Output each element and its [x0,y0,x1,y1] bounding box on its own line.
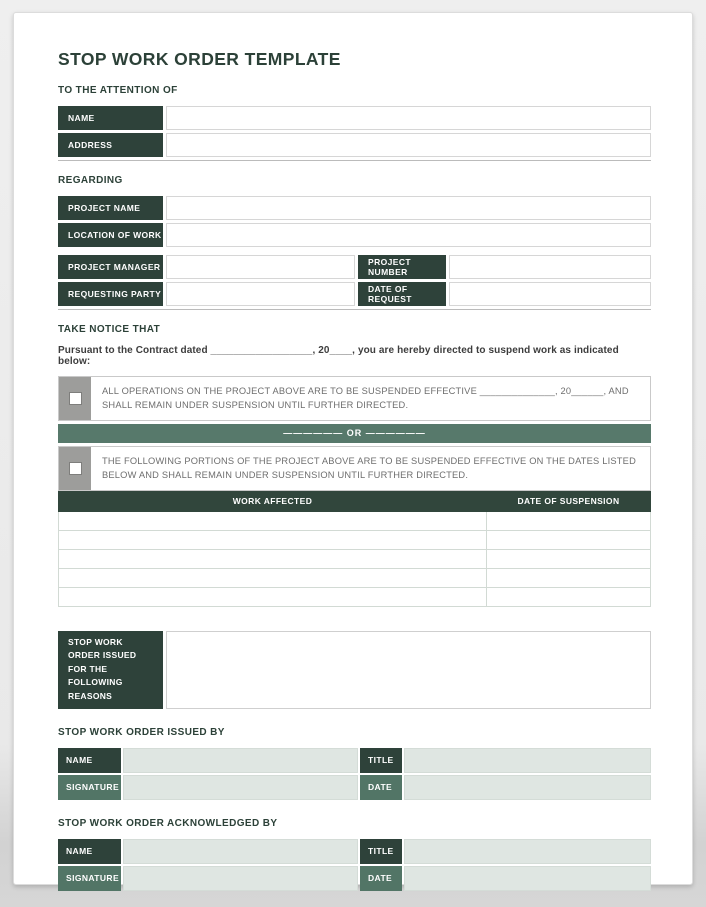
table-row [58,839,651,864]
acknowledged-by-heading: STOP WORK ORDER ACKNOWLEDGED BY [58,817,278,829]
section-divider [58,160,651,161]
regarding-table [58,196,651,306]
ack-date-label: DATE [360,866,402,891]
issued-date-field[interactable] [404,775,651,800]
issued-by-heading: STOP WORK ORDER ISSUED BY [58,726,225,738]
work-affected-header: WORK AFFECTED [59,491,487,511]
table-row [58,866,651,891]
date-of-request-field[interactable] [449,282,651,306]
requesting-party-field[interactable] [166,282,355,306]
table-row [59,530,651,549]
reasons-block [58,631,651,709]
table-row [58,133,651,157]
table-row [59,568,651,587]
date-of-request-label: DATE OF REQUEST [358,282,446,306]
page-title: STOP WORK ORDER TEMPLATE [58,49,341,69]
work-affected-cell[interactable] [59,530,487,549]
table-row [58,223,651,247]
location-of-work-label: LOCATION OF WORK [58,223,163,247]
project-number-label: PROJECT NUMBER [358,255,446,279]
table-row [58,282,651,306]
project-name-field[interactable] [166,196,651,220]
section-divider [58,309,651,310]
issued-name-field[interactable] [123,748,358,773]
date-of-suspension-cell[interactable] [487,587,651,606]
date-of-suspension-cell[interactable] [487,511,651,530]
suspend-portions-option [58,446,651,491]
table-row [59,549,651,568]
checkbox-cell [59,447,91,490]
table-header-row [59,491,651,511]
date-of-suspension-cell[interactable] [487,549,651,568]
ack-name-label: NAME [58,839,121,864]
suspension-table [58,491,651,607]
checkbox-cell [59,377,91,420]
project-number-field[interactable] [449,255,651,279]
attention-table [58,106,651,157]
date-of-suspension-header: DATE OF SUSPENSION [487,491,651,511]
acknowledged-by-section [58,818,651,891]
name-field[interactable] [166,106,651,130]
take-notice-heading: TAKE NOTICE THAT [58,324,161,335]
or-separator: —————— OR —————— [58,424,651,443]
table-row [59,511,651,530]
name-label: NAME [58,106,163,130]
table-row [58,748,651,773]
issued-signature-label: SIGNATURE [58,775,121,800]
work-affected-cell[interactable] [59,549,487,568]
table-row [58,775,651,800]
project-name-label: PROJECT NAME [58,196,163,220]
contract-dated-line: Pursuant to the Contract dated __________________, 20____, you are hereby directed to suspend work as indicated below: [58,345,619,367]
table-row [58,255,651,279]
project-manager-label: PROJECT MANAGER [58,255,163,279]
table-row [59,587,651,606]
ack-signature-label: SIGNATURE [58,866,121,891]
issued-date-label: DATE [360,775,402,800]
date-of-suspension-cell[interactable] [487,568,651,587]
issued-title-field[interactable] [404,748,651,773]
reasons-field[interactable] [166,631,651,709]
ack-title-label: TITLE [360,839,402,864]
ack-signature-field[interactable] [123,866,358,891]
suspend-portions-checkbox[interactable] [69,462,82,475]
project-manager-field[interactable] [166,255,355,279]
table-row [58,196,651,220]
table-row [58,106,651,130]
suspend-portions-text: THE FOLLOWING PORTIONS OF THE PROJECT ABOVE ARE TO BE SUSPENDED EFFECTIVE ON THE DATES LISTED BELOW AND SHALL REMAIN UNDER SUSPENSION UNTIL FURTHER DIRECTED. [102,455,636,481]
issued-title-label: TITLE [360,748,402,773]
ack-name-field[interactable] [123,839,358,864]
suspend-all-checkbox[interactable] [69,392,82,405]
ack-title-field[interactable] [404,839,651,864]
issued-signature-field[interactable] [123,775,358,800]
document-page [13,12,693,885]
issued-by-section [58,727,651,800]
ack-date-field[interactable] [404,866,651,891]
requesting-party-label: REQUESTING PARTY [58,282,163,306]
suspend-all-option [58,376,651,421]
regarding-heading: REGARDING [58,175,123,186]
suspend-all-text: ALL OPERATIONS ON THE PROJECT ABOVE ARE TO BE SUSPENDED EFFECTIVE ______________, 20______, AND SHALL REMAIN UNDER SUSPENSION UNTIL FURTHER DIRECTED. [102,386,629,411]
work-affected-cell[interactable] [59,568,487,587]
attention-heading: TO THE ATTENTION OF [58,85,178,96]
address-field[interactable] [166,133,651,157]
issued-name-label: NAME [58,748,121,773]
reasons-label: STOP WORK ORDER ISSUED FOR THE FOLLOWING REASONS [58,631,163,709]
work-affected-cell[interactable] [59,511,487,530]
work-affected-cell[interactable] [59,587,487,606]
address-label: ADDRESS [58,133,163,157]
location-of-work-field[interactable] [166,223,651,247]
date-of-suspension-cell[interactable] [487,530,651,549]
